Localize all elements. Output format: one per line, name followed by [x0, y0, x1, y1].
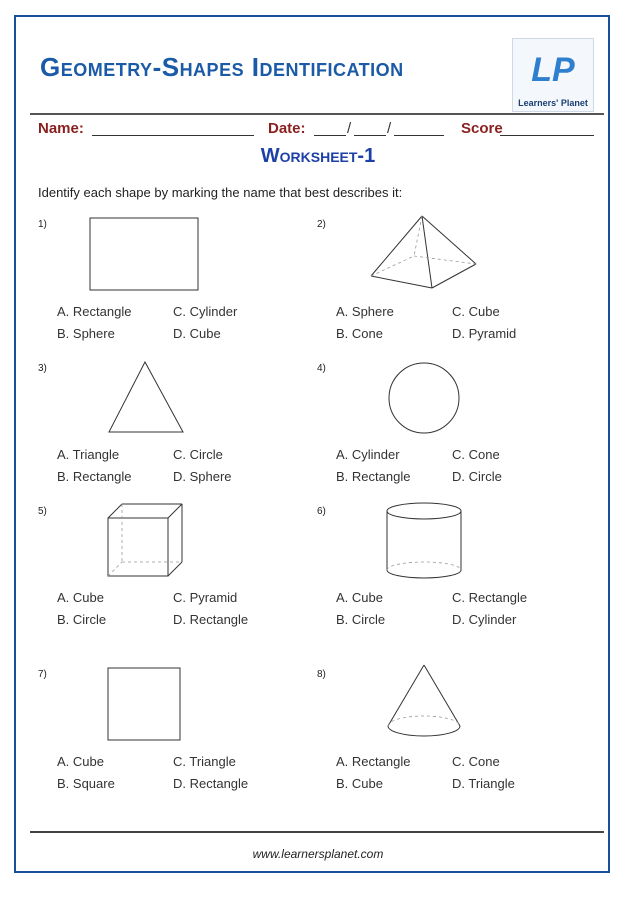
- question-7-option-b[interactable]: B. Square: [57, 776, 115, 791]
- question-8-number: 8): [317, 669, 326, 680]
- worksheet-title: Geometry-Shapes Identification: [40, 52, 404, 82]
- question-5-option-c[interactable]: C. Pyramid: [173, 590, 238, 605]
- question-1-option-c[interactable]: C. Cylinder: [173, 304, 238, 319]
- question-7-number: 7): [38, 669, 47, 680]
- cylinder-shape: [384, 500, 464, 582]
- question-2-option-d[interactable]: D. Pyramid: [452, 326, 517, 341]
- question-1-option-d[interactable]: D. Cube: [173, 326, 221, 341]
- question-7-option-d[interactable]: D. Rectangle: [173, 776, 249, 791]
- footer-divider: [30, 831, 604, 833]
- question-7-option-c[interactable]: C. Triangle: [173, 754, 236, 769]
- question-6-number: 6): [317, 506, 326, 517]
- question-4-option-c[interactable]: C. Cone: [452, 447, 500, 462]
- name-label: Name:: [38, 120, 84, 137]
- question-3-option-d[interactable]: D. Sphere: [173, 469, 232, 484]
- question-3-option-c[interactable]: C. Circle: [173, 447, 223, 462]
- question-6-option-a[interactable]: A. Cube: [336, 590, 383, 605]
- circle-shape: [386, 360, 462, 436]
- question-5-number: 5): [38, 506, 47, 517]
- date-year-field[interactable]: [394, 135, 444, 136]
- question-4-number: 4): [317, 363, 326, 374]
- date-separator-2: /: [387, 120, 392, 137]
- date-separator-1: /: [347, 120, 352, 137]
- date-day-field[interactable]: [314, 135, 346, 136]
- question-3-option-b[interactable]: B. Rectangle: [57, 469, 132, 484]
- question-1-option-b[interactable]: B. Sphere: [57, 326, 115, 341]
- question-5-option-a[interactable]: A. Cube: [57, 590, 104, 605]
- rectangle-shape: [88, 216, 200, 292]
- triangle-shape: [106, 359, 186, 435]
- question-8-option-a[interactable]: A. Rectangle: [336, 754, 411, 769]
- question-6-option-b[interactable]: B. Circle: [336, 612, 386, 627]
- question-1-option-a[interactable]: A. Rectangle: [57, 304, 132, 319]
- square-shape: [106, 666, 182, 742]
- score-label: Score: [461, 120, 503, 137]
- logo-text: Learners' Planet: [518, 98, 588, 108]
- learners-planet-logo: [512, 38, 594, 112]
- question-2-option-b[interactable]: B. Cone: [336, 326, 383, 341]
- cube-shape: [106, 502, 186, 580]
- question-3-option-a[interactable]: A. Triangle: [57, 447, 120, 462]
- question-5-option-b[interactable]: B. Circle: [57, 612, 107, 627]
- logo-letters: LP: [531, 51, 575, 89]
- date-label: Date:: [268, 120, 306, 137]
- question-3-number: 3): [38, 363, 47, 374]
- footer-url[interactable]: www.learnersplanet.com: [252, 847, 384, 861]
- question-6-option-c[interactable]: C. Rectangle: [452, 590, 528, 605]
- question-2-option-c[interactable]: C. Cube: [452, 304, 500, 319]
- question-5-option-d[interactable]: D. Rectangle: [173, 612, 249, 627]
- question-8-option-b[interactable]: B. Cube: [336, 776, 383, 791]
- worksheet-subtitle: Worksheet-1: [260, 145, 376, 167]
- question-2-number: 2): [317, 219, 326, 230]
- question-8-option-c[interactable]: C. Cone: [452, 754, 500, 769]
- question-6-option-d[interactable]: D. Cylinder: [452, 612, 517, 627]
- question-2-option-a[interactable]: A. Sphere: [336, 304, 394, 319]
- question-4-option-b[interactable]: B. Rectangle: [336, 469, 411, 484]
- question-7-option-a[interactable]: A. Cube: [57, 754, 104, 769]
- question-8-option-d[interactable]: D. Triangle: [452, 776, 515, 791]
- name-field[interactable]: [92, 135, 254, 136]
- cone-shape: [384, 662, 464, 744]
- question-1-number: 1): [38, 219, 47, 230]
- pyramid-shape: [368, 212, 480, 292]
- instructions: Identify each shape by marking the name that best describes it:: [38, 185, 403, 200]
- question-4-option-d[interactable]: D. Circle: [452, 469, 502, 484]
- header-divider: [30, 113, 604, 115]
- date-month-field[interactable]: [354, 135, 386, 136]
- score-field[interactable]: [500, 135, 594, 136]
- question-4-option-a[interactable]: A. Cylinder: [336, 447, 400, 462]
- page-border: [14, 15, 610, 873]
